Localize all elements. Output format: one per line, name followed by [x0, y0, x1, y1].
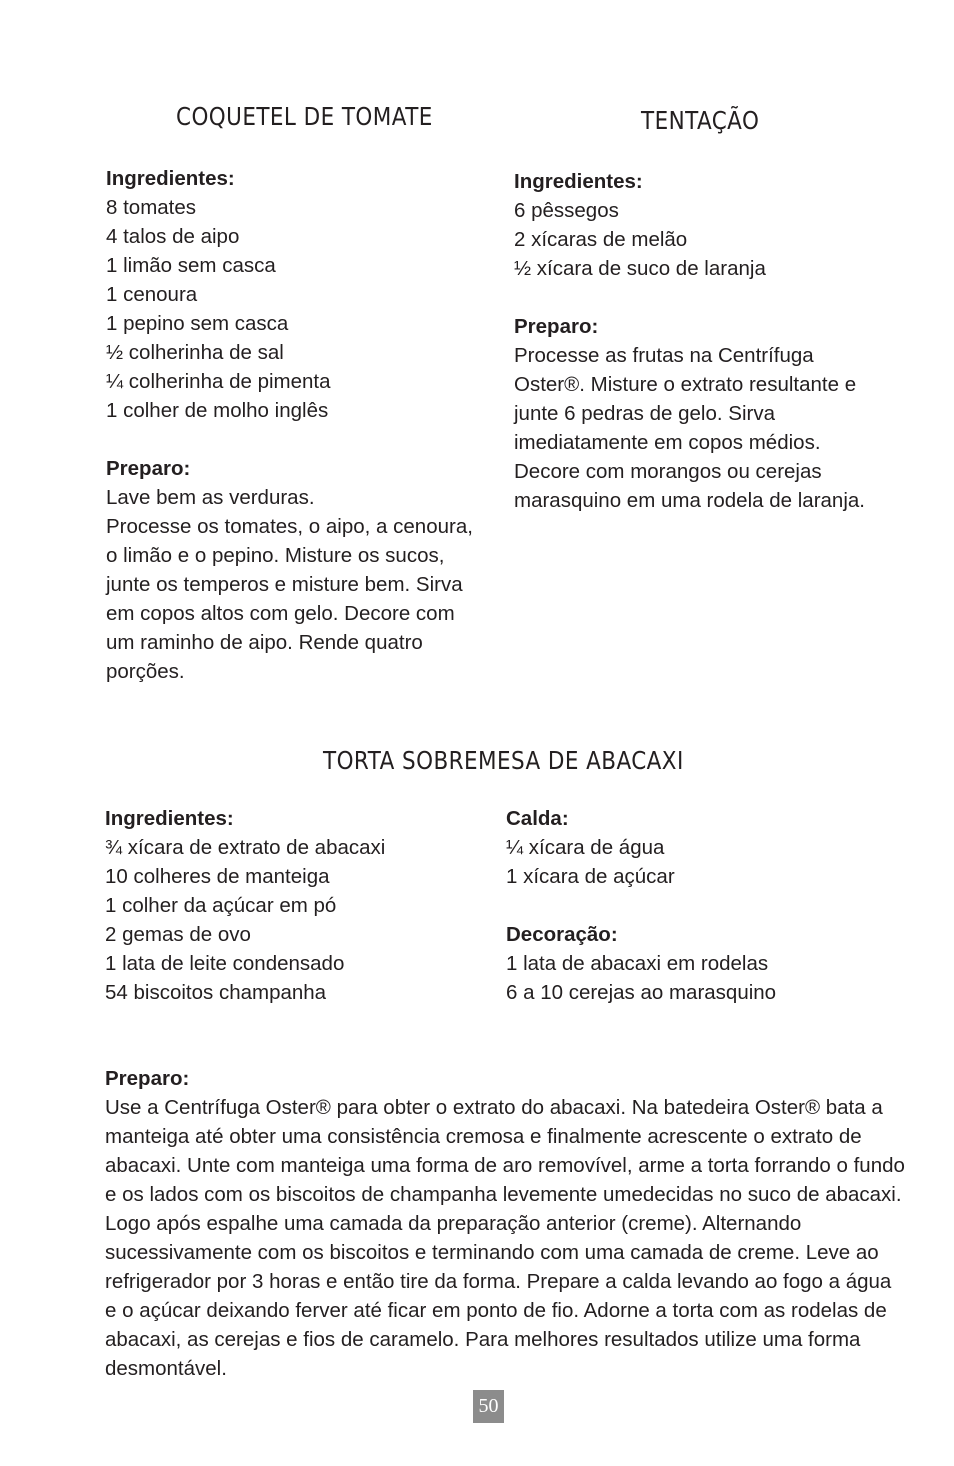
- prep-line: imediatamente em copos médios.: [514, 431, 821, 454]
- prep-line: porções.: [106, 660, 185, 683]
- prep-line: refrigerador por 3 horas e então tire da forma. Prepare a calda levando ao fogo a água: [105, 1270, 892, 1293]
- ingredient-item: ½ colherinha de sal: [106, 341, 284, 364]
- prep-line: junte os temperos e misture bem. Sirva: [106, 573, 463, 596]
- coquetel-recipe: [106, 164, 473, 686]
- prep-line: Decore com morangos ou cerejas: [514, 460, 822, 483]
- decoracao-item: 1 lata de abacaxi em rodelas: [506, 952, 769, 975]
- decoracao-item: 6 a 10 cerejas ao marasquino: [506, 981, 777, 1004]
- coquetel-title: COQUETEL DE TOMATE: [176, 102, 433, 131]
- torta-title: TORTA SOBREMESA DE ABACAXI: [323, 746, 684, 775]
- ingredient-item: ½ xícara de suco de laranja: [514, 257, 766, 280]
- ingredient-item: 1 pepino sem casca: [106, 312, 289, 335]
- prep-line: o limão e o pepino. Misture os sucos,: [106, 544, 445, 567]
- prep-line: abacaxi, as cerejas e fios de caramelo. Para melhores resultados utilize uma forma: [105, 1328, 861, 1351]
- tentacao-ingredients-label: Ingredientes:: [514, 170, 643, 193]
- prep-line: abacaxi. Unte com manteiga uma forma de aro removível, arme a torta forrando o fundo: [105, 1154, 905, 1177]
- calda-item: ¼ xícara de água: [506, 836, 665, 859]
- torta-calda-decoracao: [506, 804, 776, 1007]
- torta-ingredients: [105, 804, 385, 1007]
- prep-line: Lave bem as verduras.: [106, 486, 315, 509]
- tentacao-prep-label: Preparo:: [514, 315, 599, 338]
- prep-line: um raminho de aipo. Rende quatro: [106, 631, 423, 654]
- calda-item: 1 xícara de açúcar: [506, 865, 675, 888]
- ingredient-item: ¾ xícara de extrato de abacaxi: [105, 836, 386, 859]
- ingredient-item: 4 talos de aipo: [106, 225, 240, 248]
- ingredient-item: 10 colheres de manteiga: [105, 865, 330, 888]
- ingredient-item: 1 colher de molho inglês: [106, 399, 329, 422]
- coquetel-ingredients-label: Ingredientes:: [106, 167, 235, 190]
- ingredient-item: 1 colher da açúcar em pó: [105, 894, 337, 917]
- prep-line: manteiga até obter uma consistência cremosa e finalmente acrescente o extrato de: [105, 1125, 862, 1148]
- prep-line: marasquino em uma rodela de laranja.: [514, 489, 865, 512]
- ingredient-item: ¼ colherinha de pimenta: [106, 370, 331, 393]
- prep-line: e os lados com os biscoitos de champanha levemente umedecidas no suco de abacaxi.: [105, 1183, 902, 1206]
- prep-line: Processe as frutas na Centrífuga: [514, 344, 814, 367]
- ingredient-item: 2 gemas de ovo: [105, 923, 251, 946]
- torta-calda-label: Calda:: [506, 807, 569, 830]
- torta-prep-label: Preparo:: [105, 1067, 190, 1090]
- ingredient-item: 1 limão sem casca: [106, 254, 276, 277]
- page-number: 50: [473, 1390, 504, 1423]
- prep-line: e o açúcar deixando ferver até ficar em ponto de fio. Adorne a torta com as rodelas de: [105, 1299, 887, 1322]
- ingredient-item: 1 lata de leite condensado: [105, 952, 345, 975]
- ingredient-item: 1 cenoura: [106, 283, 198, 306]
- prep-line: sucessivamente com os biscoitos e terminando com uma camada de creme. Leve ao: [105, 1241, 879, 1264]
- prep-line: desmontável.: [105, 1357, 227, 1380]
- torta-ingredients-label: Ingredientes:: [105, 807, 234, 830]
- coquetel-prep-label: Preparo:: [106, 457, 191, 480]
- ingredient-item: 54 biscoitos champanha: [105, 981, 327, 1004]
- prep-line: Oster®. Misture o extrato resultante e: [514, 373, 857, 396]
- torta-preparo: [105, 1064, 905, 1383]
- prep-line: em copos altos com gelo. Decore com: [106, 602, 455, 625]
- prep-line: Use a Centrífuga Oster® para obter o extrato do abacaxi. Na batedeira Oster® bata a: [105, 1096, 883, 1119]
- tentacao-recipe: [514, 167, 865, 515]
- torta-decoracao-label: Decoração:: [506, 923, 618, 946]
- ingredient-item: 6 pêssegos: [514, 199, 619, 222]
- prep-line: Logo após espalhe uma camada da preparação anterior (creme). Alternando: [105, 1212, 802, 1235]
- ingredient-item: 8 tomates: [106, 196, 197, 219]
- prep-line: Processe os tomates, o aipo, a cenoura,: [106, 515, 473, 538]
- tentacao-title: TENTAÇÃO: [641, 106, 760, 135]
- ingredient-item: 2 xícaras de melão: [514, 228, 688, 251]
- prep-line: junte 6 pedras de gelo. Sirva: [514, 402, 775, 425]
